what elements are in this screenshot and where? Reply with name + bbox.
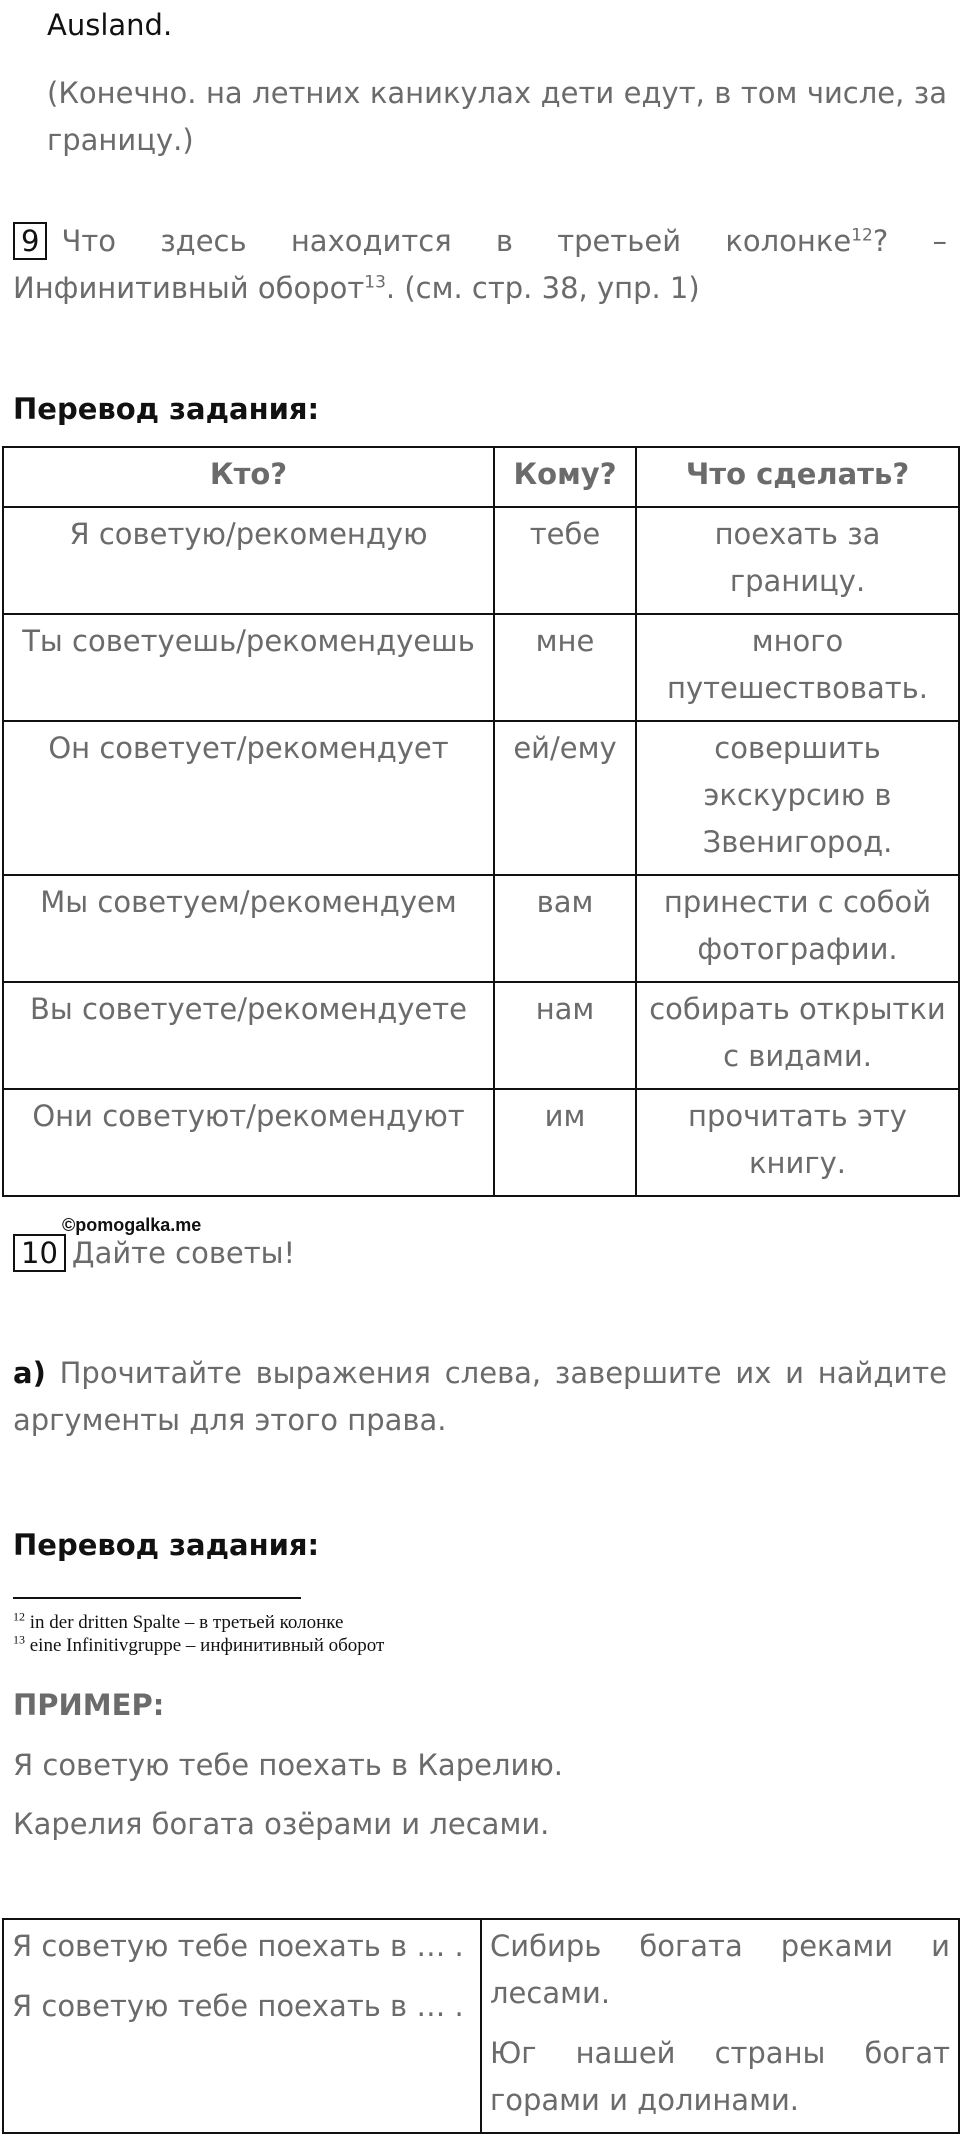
table-cell: Я советую/рекомендую [3, 507, 494, 614]
exercise-table [2, 1918, 960, 2134]
table-cell: принести с собой фотографии. [636, 875, 959, 982]
table-cell: нам [494, 982, 636, 1089]
table-header: Что сделать? [636, 447, 959, 507]
table-cell: Вы советуете/рекомендуете [3, 982, 494, 1089]
table-cell: Ты советуешь/рекомендуешь [3, 614, 494, 721]
intro-translation: (Конечно. на летних каникулах дети едут, в том числе, за границу.) [47, 76, 947, 157]
table-cell: Мы советуем/рекомендуем [3, 875, 494, 982]
table-row [3, 721, 959, 875]
table-header: Кто? [3, 447, 494, 507]
translation-heading: Перевод задания: [13, 1528, 320, 1562]
example-heading: ПРИМЕР: [13, 1688, 165, 1722]
example-line: Я советую тебе поехать в Карелию. [13, 1748, 563, 1782]
table-cell: ей/ему [494, 721, 636, 875]
task-number-box: 9 [13, 222, 47, 260]
table-cell: совершить экскурсию в Звенигород. [636, 721, 959, 875]
table-row [3, 1089, 959, 1196]
table-cell: Они советуют/рекомендуют [3, 1089, 494, 1196]
table-header-row [3, 447, 959, 507]
table-row [3, 507, 959, 614]
task-10: 10 Дайте советы! [13, 1230, 947, 1277]
watermark: ©pomogalka.me [62, 1215, 202, 1235]
table-cell: им [494, 1089, 636, 1196]
intro-line: Ausland. [47, 8, 173, 42]
task-number-box: 10 [13, 1234, 66, 1272]
example-line: Карелия богата озёрами и лесами. [13, 1807, 550, 1841]
table-cell: много путешествовать. [636, 614, 959, 721]
task-9: 9 Что здесь находится в третьей колонке$^{12}$? – Инфинитивный оборот$^{13}$. (см. стр. 38, упр. 1) [13, 224, 947, 305]
table-row [3, 614, 959, 721]
table-header: Кому? [494, 447, 636, 507]
table-row [3, 1919, 959, 2133]
table-cell: Сибирь богата реками и лесами. Юг нашей страны богат горами и долинами. [481, 1919, 959, 2133]
table-cell: собирать открытки с видами. [636, 982, 959, 1089]
table-cell: вам [494, 875, 636, 982]
table-cell: тебе [494, 507, 636, 614]
table-cell: Он советует/рекомендует [3, 721, 494, 875]
footnote-divider [13, 1597, 301, 1599]
task-10a: а) Прочитайте выражения слева, завершите их и найдите аргументы для этого права. [13, 1356, 947, 1437]
table-cell: мне [494, 614, 636, 721]
table-row [3, 875, 959, 982]
table-row [3, 982, 959, 1089]
footnote: $^{12}$ in der dritten Spalte – в третьей колонке [13, 1609, 344, 1633]
table-cell: поехать за границу. [636, 507, 959, 614]
table-cell: Я советую тебе поехать в … . Я советую тебе поехать в … . [3, 1919, 481, 2133]
advice-table [2, 446, 960, 1197]
footnote: $^{13}$ eine Infinitivgruppe – инфинитивный оборот [13, 1632, 385, 1656]
translation-heading: Перевод задания: [13, 392, 320, 426]
table-cell: прочитать эту книгу. [636, 1089, 959, 1196]
